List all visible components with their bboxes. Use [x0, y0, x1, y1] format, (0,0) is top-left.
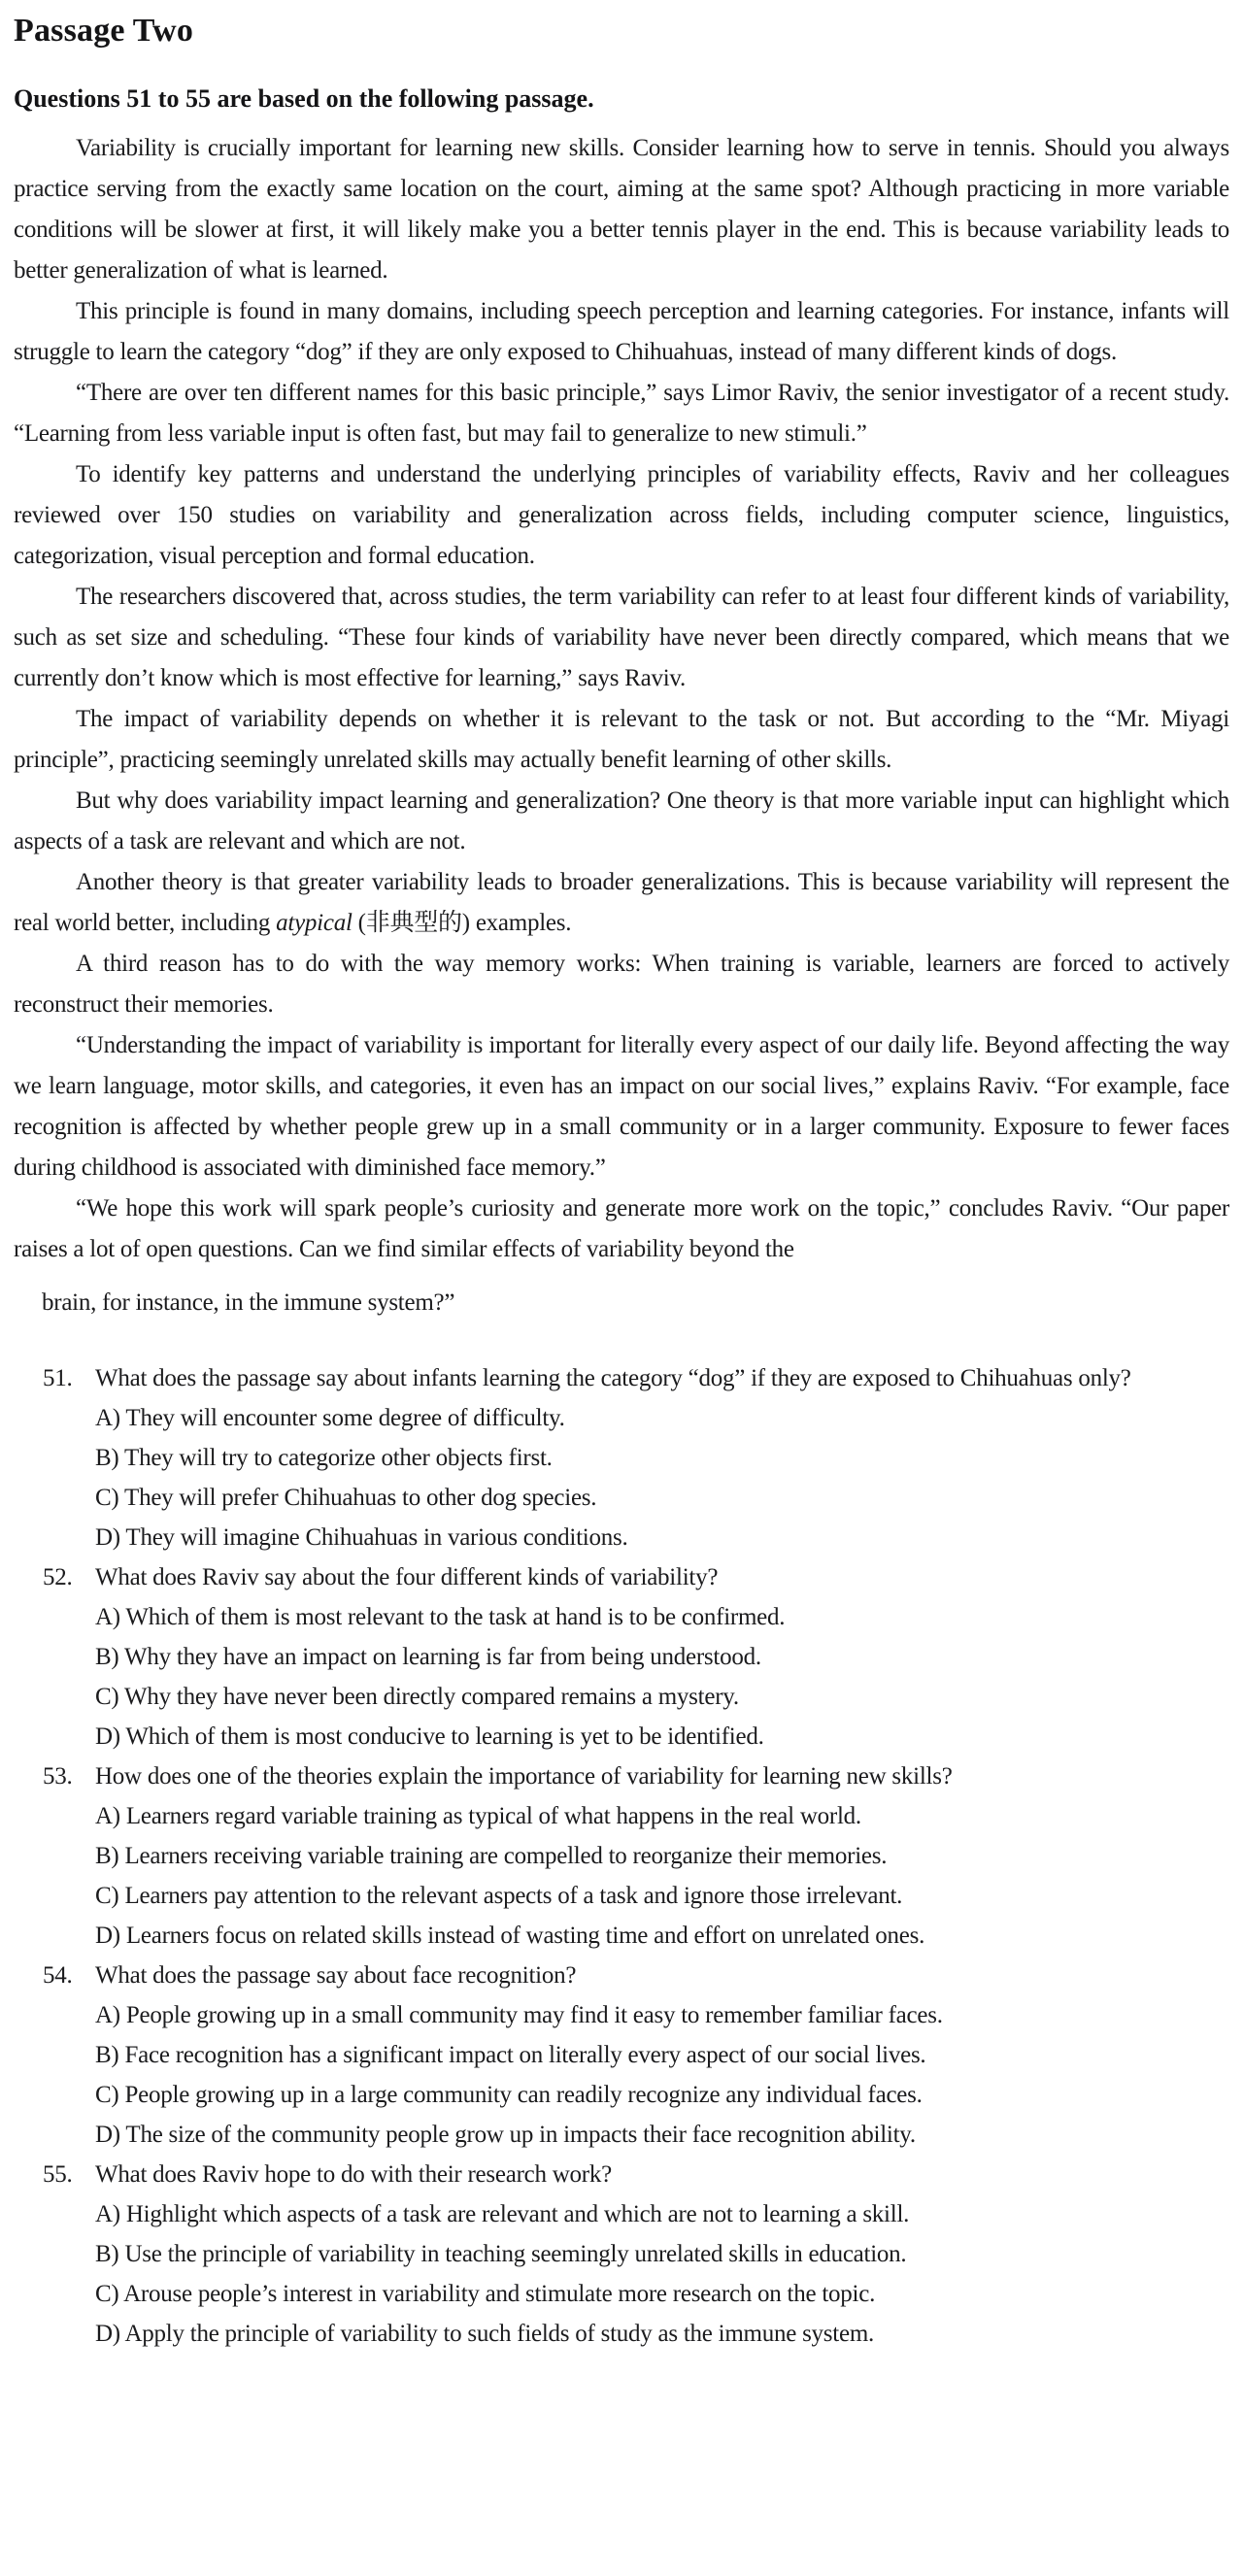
question-option: C) Why they have never been directly compared remains a mystery. [95, 1684, 739, 1710]
passage-paragraph: A third reason has to do with the way memory works: When training is variable, learners are forced to actively reconstruct their memories. [14, 951, 1229, 1018]
italic-term: atypical [276, 910, 353, 936]
passage-paragraph: But why does variability impact learning and generalization? One theory is that more variable input can highlight which aspects of a task are relevant and which are not. [14, 787, 1229, 854]
question-number: 55. [43, 2161, 73, 2188]
passage-body [14, 128, 1229, 1270]
question-item [43, 1358, 1229, 1557]
question-option: A) Which of them is most relevant to the task at hand is to be confirmed. [95, 1604, 786, 1630]
passage-paragraph: The impact of variability depends on whether it is relevant to the task or not. But according to the “Mr. Miyagi principle”, practicing seemingly unrelated skills may actually benefit learning of other skills. [14, 706, 1229, 773]
question-text: How does one of the theories explain the importance of variability for learning new skills? [95, 1763, 953, 1790]
question-item [43, 1956, 1229, 2155]
question-option: C) Arouse people’s interest in variability and stimulate more research on the topic. [95, 2281, 876, 2307]
passage-directions: Questions 51 to 55 are based on the following passage. [14, 84, 594, 113]
question-number: 54. [43, 1962, 73, 1989]
passage-paragraph: “There are over ten different names for this basic principle,” says Limor Raviv, the senior investigator of a recent study. “Learning from less variable input is often fast, but may fail to generalize to new stimuli.” [14, 380, 1229, 447]
question-option: D) Apply the principle of variability to such fields of study as the immune system. [95, 2321, 875, 2347]
question-text: What does the passage say about face recognition? [95, 1962, 577, 1989]
question-body [95, 1756, 1229, 1956]
question-text: What does Raviv say about the four different kinds of variability? [95, 1564, 719, 1590]
question-text: What does Raviv hope to do with their research work? [95, 2161, 612, 2188]
question-number: 51. [43, 1365, 73, 1391]
question-option: D) The size of the community people grow up in impacts their face recognition ability. [95, 2122, 916, 2148]
passage-paragraph: This principle is found in many domains, including speech perception and learning categories. For instance, infants will struggle to learn the category “dog” if they are only exposed to Chihuahuas, instead of many different kinds of dogs. [14, 298, 1229, 365]
question-option: B) Why they have an impact on learning is far from being understood. [95, 1644, 761, 1670]
question-option: D) Learners focus on related skills instead of wasting time and effort on unrelated ones. [95, 1923, 925, 1949]
question-option: D) Which of them is most conducive to learning is yet to be identified. [95, 1723, 764, 1750]
question-item [43, 2155, 1229, 2354]
question-option: A) They will encounter some degree of difficulty. [95, 1405, 565, 1431]
question-option: A) People growing up in a small community may find it easy to remember familiar faces. [95, 2002, 943, 2028]
question-option: D) They will imagine Chihuahuas in various conditions. [95, 1524, 628, 1551]
passage-title: Passage Two [14, 13, 194, 49]
passage-paragraph: Variability is crucially important for learning new skills. Consider learning how to serve in tennis. Should you always practice serving from the exactly same location on the court, aiming at the same spot? Although practicing in more variable conditions will be slower at first, it will likely make you a better tennis player in the end. This is because variability leads to better generalization of what is learned. [14, 135, 1229, 284]
question-body [95, 2155, 1229, 2354]
question-body [95, 1557, 1229, 1756]
question-item [43, 1756, 1229, 1956]
question-option: C) People growing up in a large community can readily recognize any individual faces. [95, 2082, 923, 2108]
questions-list [14, 1358, 1229, 2354]
question-body [95, 1358, 1229, 1557]
question-option: A) Highlight which aspects of a task are relevant and which are not to learning a skill. [95, 2201, 910, 2227]
question-option: B) Use the principle of variability in teaching seemingly unrelated skills in education. [95, 2241, 907, 2267]
passage-paragraph: The researchers discovered that, across studies, the term variability can refer to at least four different kinds of variability, such as set size and scheduling. “These four kinds of variability have never been directly compared, which means that we currently don’t know which is most effective for learning,” says Raviv. [14, 584, 1229, 691]
question-option: A) Learners regard variable training as typical of what happens in the real world. [95, 1803, 861, 1829]
question-option: B) Face recognition has a significant impact on literally every aspect of our social lives. [95, 2042, 926, 2068]
question-text: What does the passage say about infants learning the category “dog” if they are exposed to Chihuahuas only? [95, 1365, 1131, 1391]
question-item [43, 1557, 1229, 1756]
question-body [95, 1956, 1229, 2155]
question-number: 52. [43, 1564, 73, 1590]
passage-paragraph: “Understanding the impact of variability is important for literally every aspect of our daily life. Beyond affecting the way we learn language, motor skills, and categories, it even has an impact on our social lives,” explains Raviv. “For example, face recognition is affected by whether people grew up in a small community or in a larger community. Exposure to fewer faces during childhood is associated with diminished face memory.” [14, 1032, 1229, 1181]
passage-paragraph: To identify key patterns and understand the underlying principles of variability effects, Raviv and her colleagues reviewed over 150 studies on variability and generalization across fields, including computer science, linguistics, categorization, visual perception and formal education. [14, 461, 1229, 569]
passage-paragraph: Another theory is that greater variability leads to broader generalizations. This is because variability will represent the real world better, including atypical (非典型的) examples. [14, 869, 1229, 936]
question-number: 53. [43, 1763, 73, 1790]
question-option: B) Learners receiving variable training are compelled to reorganize their memories. [95, 1843, 888, 1869]
question-option: C) Learners pay attention to the relevant aspects of a task and ignore those irrelevant. [95, 1883, 903, 1909]
question-option: B) They will try to categorize other objects first. [95, 1445, 553, 1471]
passage-paragraph: “We hope this work will spark people’s curiosity and generate more work on the topic,” concludes Raviv. “Our paper raises a lot of open questions. Can we find similar effects of variability beyond the [14, 1195, 1229, 1262]
passage-last-line: brain, for instance, in the immune system?” [42, 1289, 455, 1316]
question-option: C) They will prefer Chihuahuas to other dog species. [95, 1485, 597, 1511]
